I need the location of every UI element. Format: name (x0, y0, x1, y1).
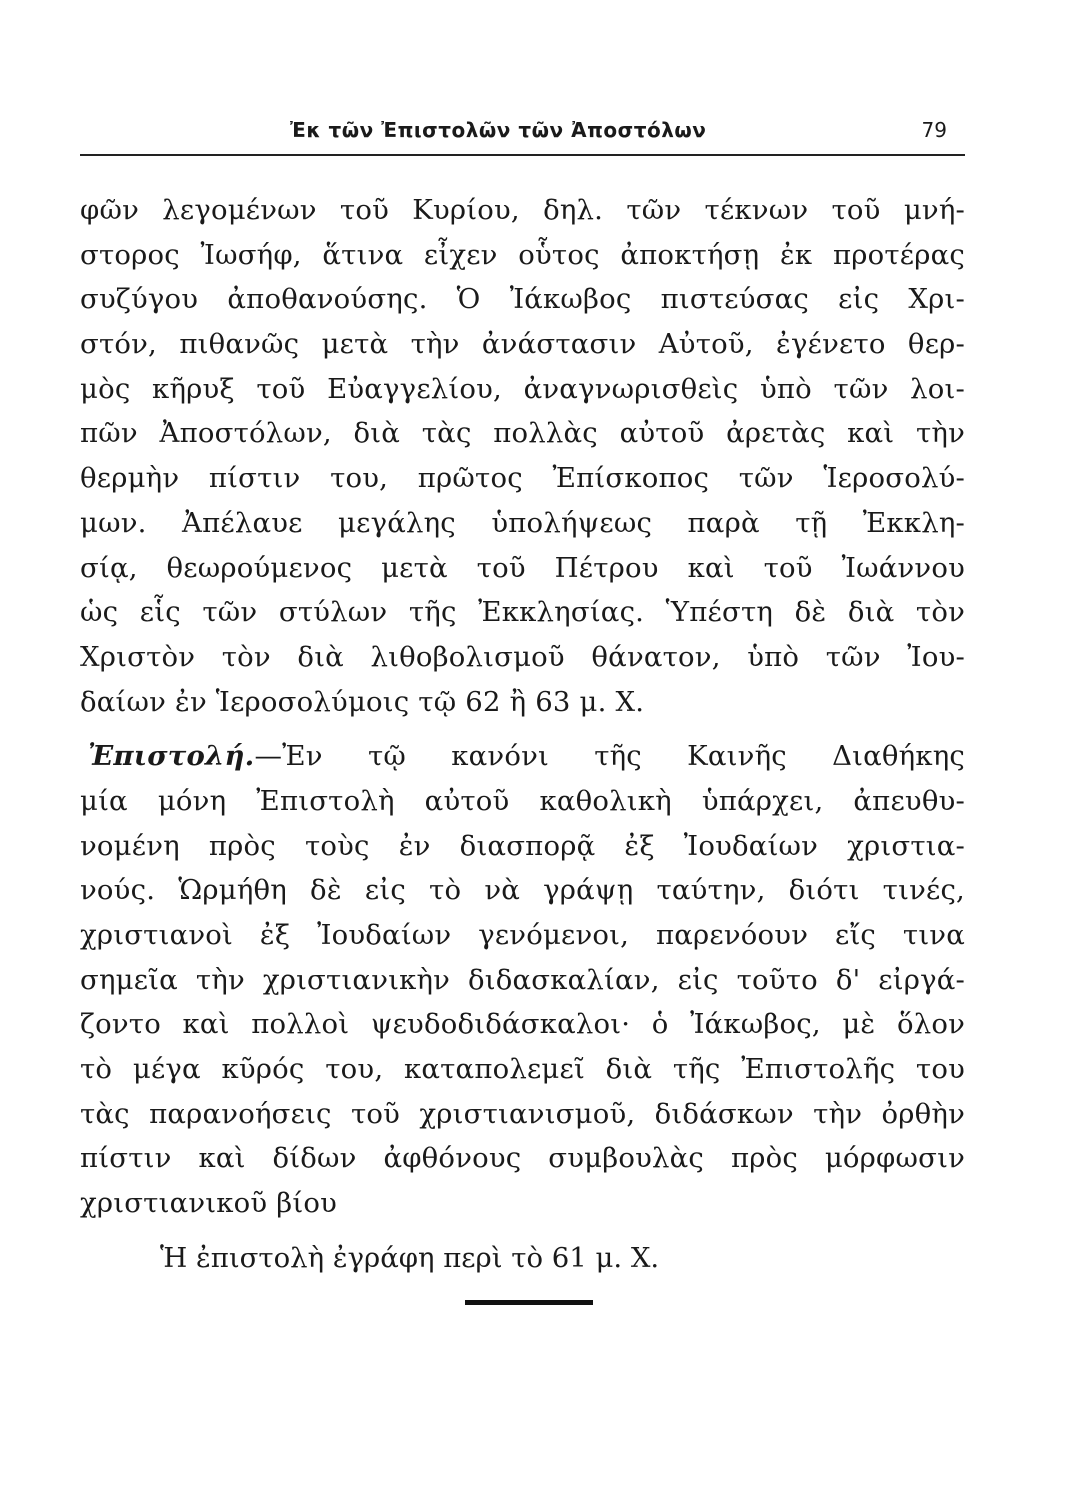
text-line: μων. Ἀπέλαυε μεγάλης ὑπολήψεως παρὰ τῇ Ἐκκλη- (80, 506, 965, 539)
text-line: χριστιανικοῦ βίου (80, 1187, 338, 1220)
text-line: στόν, πιθανῶς μετὰ τὴν ἀνάστασιν Αὐτοῦ, ἐγένετο θερ- (80, 328, 965, 361)
text-line: χριστιανοὶ ἐξ Ἰουδαίων γενόμενοι, παρενόουν εἴς τινα (80, 919, 965, 951)
text-line: δαίων ἐν Ἱεροσολύμοις τῷ 62 ἢ 63 μ. Χ. (80, 685, 645, 718)
text-line-rest: —Ἐν τῷ κανόνι τῆς Καινῆς Διαθήκης (254, 740, 965, 773)
text-line-with-title (80, 734, 965, 779)
text-line: τὰς παρανοήσεις τοῦ χριστιανισμοῦ, διδάσκων τὴν ὀρθὴν (80, 1097, 965, 1130)
page-number: 79 (921, 118, 947, 142)
date-note (80, 1236, 965, 1281)
text-line: σίᾳ, θεωρούμενος μετὰ τοῦ Πέτρου καὶ τοῦ Ἰωάννου (80, 551, 965, 584)
text-line: Χριστὸν τὸν διὰ λιθοβολισμοῦ θάνατον, ὑπὸ τῶν Ἰου- (80, 640, 965, 673)
text-line: σημεῖα τὴν χριστιανικὴν διδασκαλίαν, εἰς τοῦτο δ' εἰργά- (80, 963, 965, 996)
text-line: ὡς εἷς τῶν στύλων τῆς Ἐκκλησίας. Ὑπέστη δὲ διὰ τὸν (80, 596, 965, 629)
section-title: Ἐπιστολή. (88, 740, 255, 773)
running-head-title: Ἐκ τῶν Ἐπιστολῶν τῶν Ἀποστόλων (290, 118, 707, 142)
text-line: νούς. Ὡρμήθη δὲ εἰς τὸ νὰ γράψῃ ταύτην, διότι τινές, (80, 874, 965, 907)
text-line: φῶν λεγομένων τοῦ Κυρίου, δηλ. τῶν τέκνων τοῦ μνή- (80, 194, 965, 226)
paragraph-epistle (80, 734, 965, 1226)
text-line: πίστιν καὶ δίδων ἀφθόνους συμβουλὰς πρὸς μόρφωσιν (80, 1142, 965, 1175)
text-line: θερμὴν πίστιν του, πρῶτος Ἐπίσκοπος τῶν Ἱεροσολύ- (80, 462, 965, 495)
text-line: στορος Ἰωσήφ, ἅτινα εἶχεν οὗτος ἀποκτήσῃ ἐκ προτέρας (80, 238, 965, 271)
text-line: ζοντο καὶ πολλοὶ ψευδοδιδάσκαλοι· ὁ Ἰάκωβος, μὲ ὅλον (80, 1008, 965, 1041)
text-line: πῶν Ἀποστόλων, διὰ τὰς πολλὰς αὐτοῦ ἀρετὰς καὶ τὴν (80, 417, 965, 450)
page-body (80, 188, 965, 1281)
date-note-text: Ἡ ἐπιστολὴ ἐγράφη περὶ τὸ 61 μ. Χ. (160, 1241, 660, 1274)
paragraph-spacer (80, 724, 965, 734)
text-line: μία μόνη Ἐπιστολὴ αὐτοῦ καθολικὴ ὑπάρχει, ἀπευθυ- (80, 784, 965, 817)
text-line: νομένη πρὸς τοὺς ἐν διασπορᾷ ἐξ Ἰουδαίων χριστια- (80, 829, 965, 862)
paragraph-spacer (80, 1226, 965, 1236)
text-line: μὸς κῆρυξ τοῦ Εὐαγγελίου, ἀναγνωρισθεὶς ὑπὸ τῶν λοι- (80, 372, 965, 405)
text-line: συζύγου ἀποθανούσης. Ὁ Ἰάκωβος πιστεύσας εἰς Χρι- (80, 283, 965, 316)
running-header (80, 118, 965, 156)
paragraph-biography (80, 188, 965, 724)
end-rule (465, 1300, 593, 1305)
text-line: τὸ μέγα κῦρός του, καταπολεμεῖ διὰ τῆς Ἐπιστολῆς του (80, 1053, 965, 1086)
